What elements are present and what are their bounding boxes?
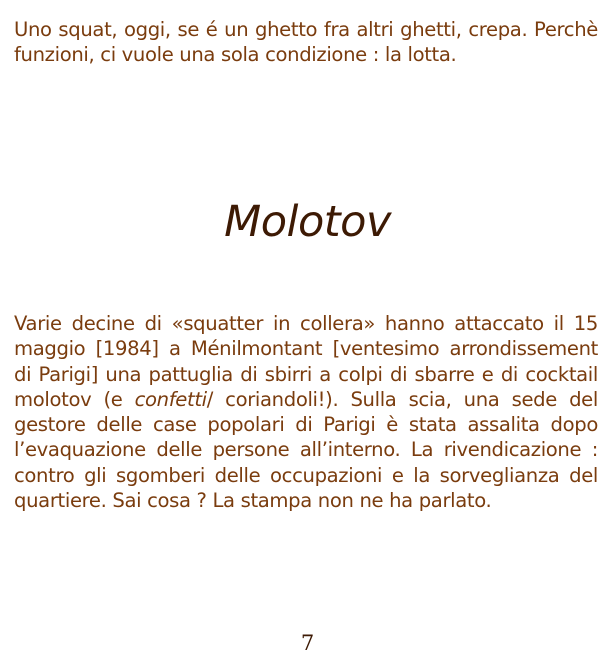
- body-text-before: Varie decine di «squatter in collera» hanno attaccato il 15 maggio [1984] a Ménilmontant [ventesimo arrondissement di Parigi] una pattuglia di sbirri a colpi di sbarre e di cocktail molotov (e: [14, 312, 598, 411]
- body-text-after: / coriandoli!). Sulla scia, una sede del gestore delle case popolari di Parigi è stata assalita dopo l’evaquazione delle persone all’interno. La rivendicazione : contro gli sgomberi delle occupazioni e la sorveglianza del quartiere. Sai cosa ? La stampa non ne ha parlato.: [14, 387, 598, 513]
- page-number: 7: [300, 631, 315, 655]
- section-title: Molotov: [224, 197, 391, 247]
- intro-paragraph: Uno squat, oggi, se é un ghetto fra altri ghetti, crepa. Perchè funzioni, ci vuole una sola condizione : la lotta.: [14, 18, 598, 67]
- body-paragraph: [14, 311, 598, 513]
- body-emphasis: confetti: [134, 387, 207, 411]
